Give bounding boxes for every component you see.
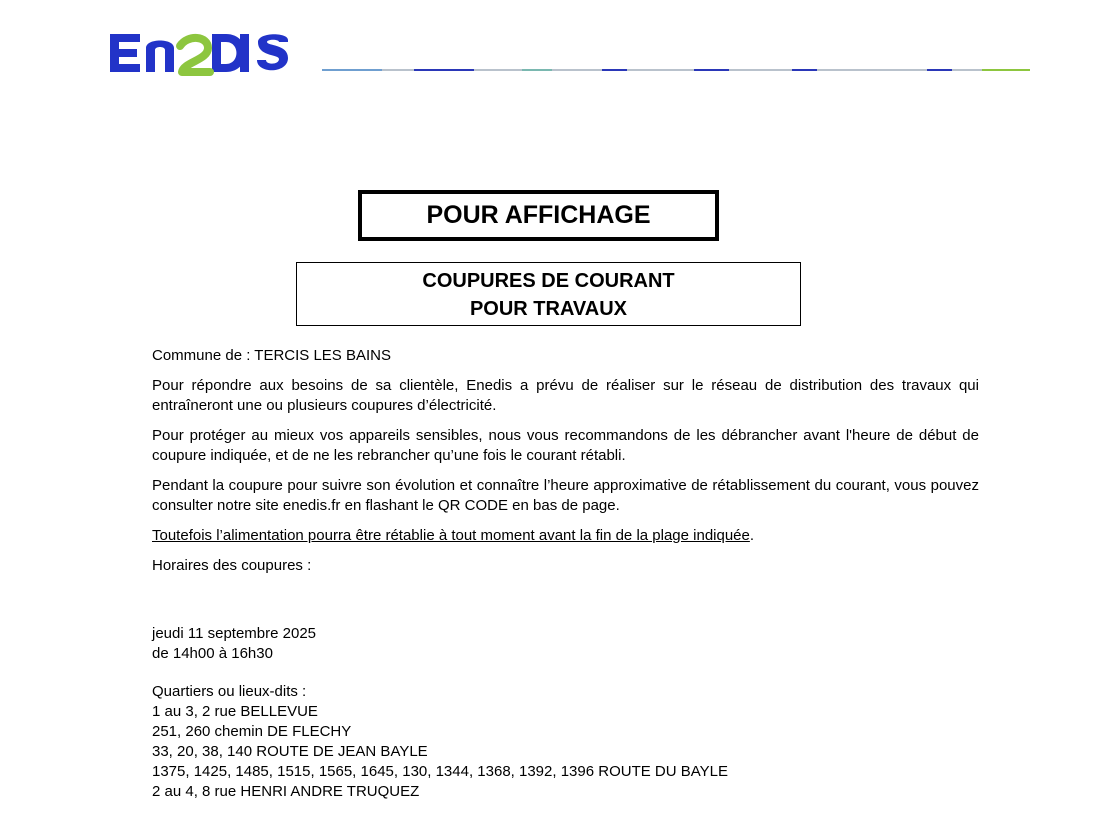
notice-body	[152, 346, 979, 802]
warning-period: .	[749, 527, 755, 544]
header-divider	[322, 68, 1030, 73]
area-item: 251, 260 chemin DE FLECHY	[152, 723, 352, 740]
area-item: 1375, 1425, 1485, 1515, 1565, 1645, 130, 1344, 1368, 1392, 1396 ROUTE DU BAYLE	[152, 763, 728, 780]
poster-label-text: POUR AFFICHAGE	[426, 201, 651, 229]
outage-time: de 14h00 à 16h30	[152, 645, 273, 662]
warning-text: Toutefois l’alimentation pourra être rétablie à tout moment avant la fin de la plage indiquée	[152, 527, 750, 544]
commune-line: Commune de : TERCIS LES BAINS	[152, 347, 391, 364]
enedis-logo	[108, 30, 316, 76]
paragraph-follow: Pendant la coupure pour suivre son évolution et connaître l’heure approximative de rétablissement du courant, vous pouvez consulter notre site enedis.fr en flashant le QR CODE en bas de page.	[152, 477, 979, 514]
title-line-1: COUPURES DE COURANT	[422, 270, 675, 292]
poster-label	[358, 190, 719, 241]
areas-heading: Quartiers ou lieux-dits :	[152, 683, 307, 700]
schedule-heading: Horaires des coupures :	[152, 557, 312, 574]
outage-date: jeudi 11 septembre 2025	[152, 625, 317, 642]
paragraph-intro: Pour répondre aux besoins de sa clientèle, Enedis a prévu de réaliser sur le réseau de distribution des travaux qui entraîneront une ou plusieurs coupures d’électricité.	[152, 377, 979, 414]
warning-line	[152, 526, 979, 546]
area-item: 1 au 3, 2 rue BELLEVUE	[152, 703, 318, 720]
area-item: 2 au 4, 8 rue HENRI ANDRE TRUQUEZ	[152, 783, 420, 800]
notice-title-box	[296, 262, 801, 326]
paragraph-advice: Pour protéger au mieux vos appareils sensibles, nous vous recommandons de les débrancher avant l'heure de début de coupure indiquée, et de ne les rebrancher qu’une fois le courant rétabli.	[152, 427, 979, 464]
area-item: 33, 20, 38, 140 ROUTE DE JEAN BAYLE	[152, 743, 428, 760]
title-line-2: POUR TRAVAUX	[469, 298, 628, 320]
